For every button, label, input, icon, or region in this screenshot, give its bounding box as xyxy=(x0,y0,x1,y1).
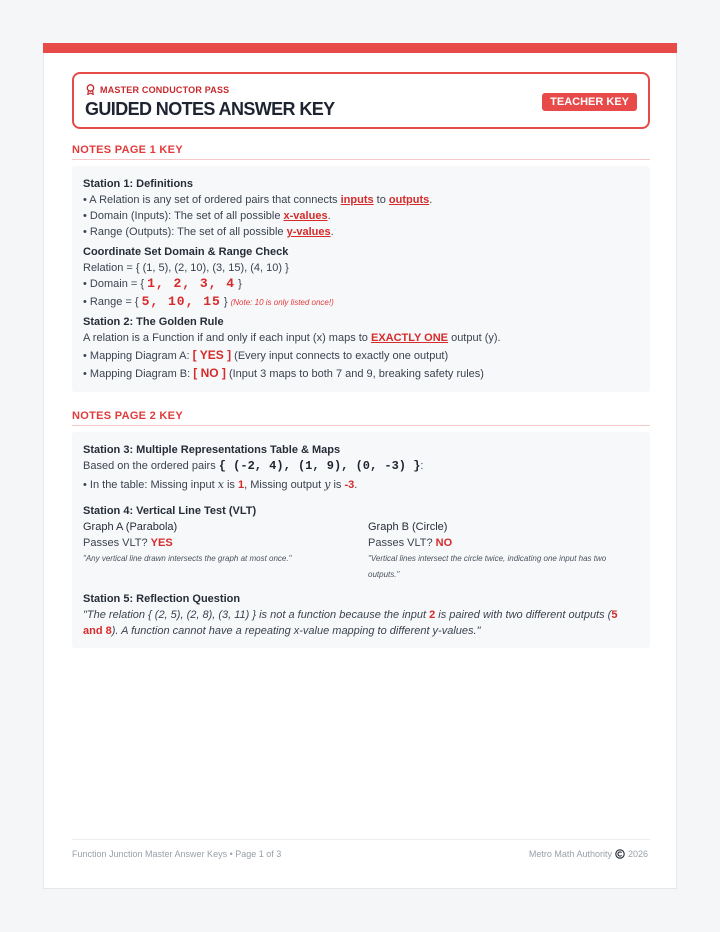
footer-year: 2026 xyxy=(627,849,648,859)
graph-b-pass xyxy=(368,535,638,551)
notes-page2-card xyxy=(72,432,650,648)
station1-heading: Station 1: Definitions xyxy=(83,178,193,190)
range-answer xyxy=(83,294,639,311)
answer-key-page xyxy=(43,43,677,889)
answer-outputs: outputs xyxy=(388,194,430,206)
mapping-a xyxy=(83,347,639,364)
station2-block xyxy=(83,315,639,382)
station2-heading: Station 2: The Golden Rule xyxy=(83,316,224,328)
text: • Mapping Diagram B: xyxy=(83,368,194,380)
graph-b-answer: NO xyxy=(435,537,453,549)
teacher-key-badge: TEACHER KEY xyxy=(542,93,637,111)
mapping-b xyxy=(83,365,639,382)
domain-values: 1, 2, 3, 4 xyxy=(147,276,236,291)
text: : xyxy=(420,460,424,472)
text: • Range (Outputs): The set of all possible xyxy=(83,226,287,238)
footer-right xyxy=(529,849,648,859)
reflection-answer xyxy=(83,607,639,639)
text: . xyxy=(330,226,334,238)
section-title-page1: NOTES PAGE 1 KEY xyxy=(72,144,183,156)
award-ribbon-icon xyxy=(86,84,95,95)
answer-x-values: x-values xyxy=(283,210,328,222)
text: Passes VLT? xyxy=(83,537,151,549)
text: is xyxy=(223,479,238,491)
text: to xyxy=(373,194,389,206)
range-definition xyxy=(83,224,639,240)
text: (Input 3 maps to both 7 and 9, breaking safety rules) xyxy=(225,368,484,380)
text: (Every input connects to exactly one output) xyxy=(231,350,449,362)
text: Based on the ordered pairs xyxy=(83,460,219,472)
notes-page1-card xyxy=(72,166,650,392)
golden-rule xyxy=(83,330,639,346)
mapping-a-answer: [ YES ] xyxy=(192,348,232,362)
top-accent-bar xyxy=(43,43,677,53)
answer-outputs-5-8: 5 and 8 xyxy=(83,609,618,637)
footer-rule xyxy=(72,839,650,840)
answer-y-values: y-values xyxy=(286,226,331,238)
text: A relation is a Function if and only if each input (x) maps to xyxy=(83,332,371,344)
section-rule-page2 xyxy=(72,425,650,426)
station4-block xyxy=(83,504,639,579)
text: • Range = { xyxy=(83,296,142,308)
ordered-pairs: { (-2, 4), (1, 9), (0, -3) } xyxy=(218,459,421,473)
range-note: (Note: 10 is only listed once!) xyxy=(230,298,334,307)
page-title: GUIDED NOTES ANSWER KEY xyxy=(85,99,335,119)
graph-a-pass xyxy=(83,535,353,551)
graph-b-title: Graph B (Circle) xyxy=(368,521,448,533)
graph-a-answer: YES xyxy=(150,537,173,549)
station3-heading: Station 3: Multiple Representations Table & Maps xyxy=(83,444,341,456)
graph-a-quote: "Any vertical line drawn intersects the graph at most once." xyxy=(83,554,292,563)
footer-left: Function Junction Master Answer Keys • Page 1 of 3 xyxy=(72,849,282,859)
text: , Missing output xyxy=(244,479,325,491)
domain-answer xyxy=(83,276,639,292)
copyright-icon xyxy=(615,849,625,859)
answer-missing-output: -3 xyxy=(344,479,355,491)
text: } xyxy=(235,278,242,290)
answer-exactly-one: EXACTLY ONE xyxy=(370,332,449,344)
text: ). A function cannot have a repeating x-value mapping to different y-values." xyxy=(111,625,481,637)
coordinate-heading: Coordinate Set Domain & Range Check xyxy=(83,246,289,258)
coordinate-set-block xyxy=(83,245,639,311)
answer-missing-input: 1 xyxy=(237,479,245,491)
text: • Mapping Diagram A: xyxy=(83,350,193,362)
graph-a-title: Graph A (Parabola) xyxy=(83,521,178,533)
text: is xyxy=(330,479,345,491)
relation-definition xyxy=(83,192,639,208)
section-rule-page1 xyxy=(72,159,650,160)
station5-heading: Station 5: Reflection Question xyxy=(83,593,241,605)
ordered-pairs-line xyxy=(83,458,639,474)
answer-inputs: inputs xyxy=(340,194,374,206)
text: Passes VLT? xyxy=(368,537,436,549)
vlt-columns xyxy=(83,519,639,579)
text: • A Relation is any set of ordered pairs that connects xyxy=(83,194,341,206)
mapping-b-answer: [ NO ] xyxy=(193,366,226,380)
text: • In the table: Missing input xyxy=(83,479,218,491)
graph-b-column xyxy=(368,520,638,583)
graph-a-column xyxy=(83,520,353,567)
text: "The relation { (2, 5), (2, 8), (3, 11) } is not a function because the input xyxy=(83,609,430,621)
graph-b-quote: "Vertical lines intersect the circle twice, indicating one input has two outputs." xyxy=(368,554,607,579)
text: . xyxy=(327,210,331,222)
footer-org: Metro Math Authority xyxy=(528,849,612,859)
text: output (y). xyxy=(448,332,501,344)
station3-block xyxy=(83,443,639,493)
text: • Domain (Inputs): The set of all possible xyxy=(83,210,284,222)
section-title-page2: NOTES PAGE 2 KEY xyxy=(72,410,183,422)
range-values: 5, 10, 15 xyxy=(141,294,221,309)
header-eyebrow xyxy=(86,84,229,95)
text: } xyxy=(220,296,228,308)
variable-x: x xyxy=(217,478,224,491)
eyebrow-text: MASTER CONDUCTOR PASS xyxy=(100,84,230,95)
station4-heading: Station 4: Vertical Line Test (VLT) xyxy=(83,505,257,517)
variable-y: y xyxy=(324,478,331,491)
header-card xyxy=(72,72,650,129)
table-answers xyxy=(83,477,639,493)
text: . xyxy=(429,194,433,206)
text: is paired with two different outputs ( xyxy=(435,609,612,621)
domain-definition xyxy=(83,208,639,224)
station1-block xyxy=(83,177,639,240)
answer-input-2: 2 xyxy=(429,609,436,621)
relation-set: Relation = { (1, 5), (2, 10), (3, 15), (4, 10) } xyxy=(83,262,289,274)
text: • Domain = { xyxy=(83,278,148,290)
station5-block xyxy=(83,592,639,639)
text: . xyxy=(354,479,358,491)
